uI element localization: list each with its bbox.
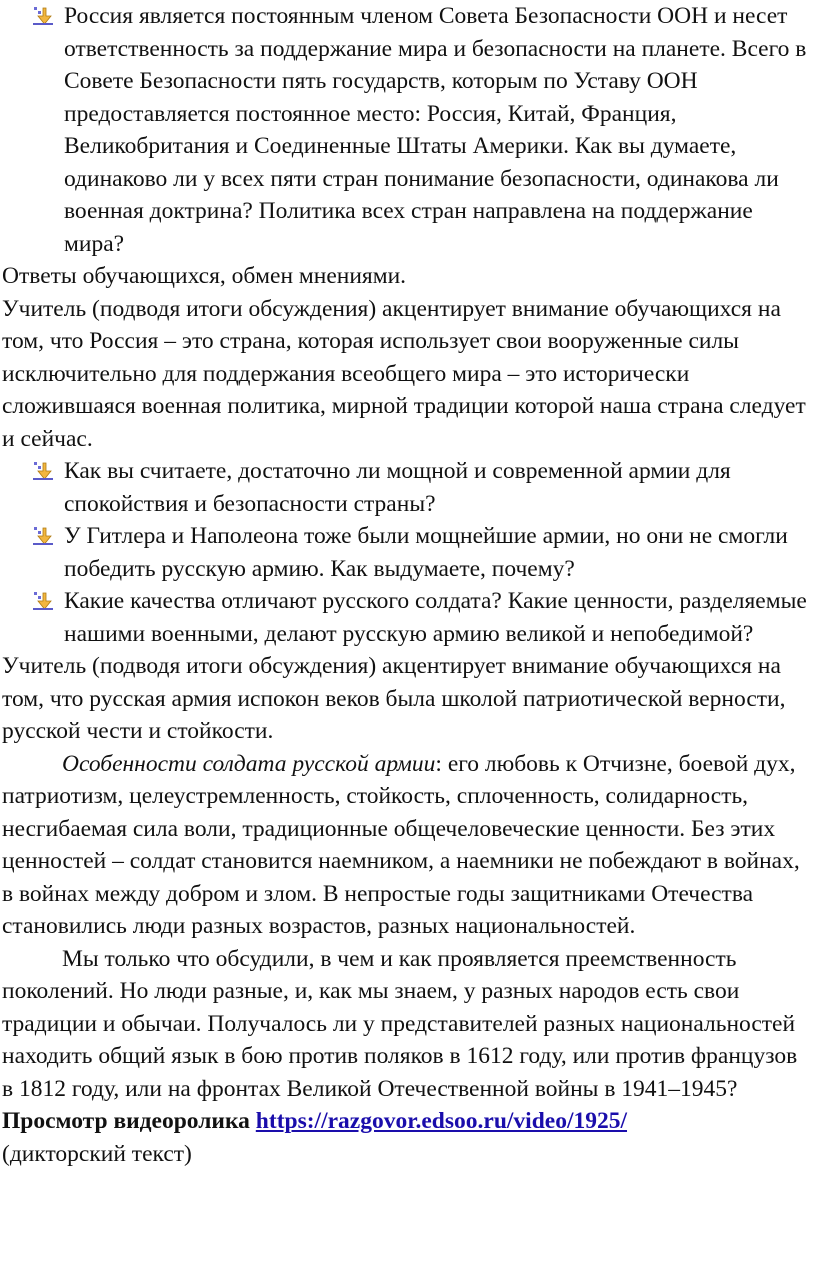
- list-item: [2, 0, 814, 260]
- teacher-summary-paragraph-1: Учитель (подводя итоги обсуждения) акцентирует внимание обучающихся на том, что Россия – это страна, которая использует свои вооруженные силы исключительно для поддержания всеобщего мира – это исторически сложившаяся военная политика, мирной традиции которой наша страна следует и сейчас.: [2, 295, 806, 452]
- video-link[interactable]: https://razgovor.edsoo.ru/video/1925/: [255, 1108, 628, 1134]
- bullet-list-2: [2, 455, 814, 650]
- bullet-text: Какие качества отличают русского солдата? Какие ценности, разделяемые нашими военными, делают русскую армию великой и непобедимой?: [64, 588, 807, 647]
- document-page: [2, 0, 814, 1170]
- arrow-bullet-icon: [32, 6, 54, 26]
- list-item: [2, 455, 814, 520]
- features-paragraph: [2, 748, 814, 943]
- list-item: [2, 585, 814, 650]
- bullet-list-1: [2, 0, 814, 260]
- arrow-bullet-icon: [32, 591, 54, 611]
- answers-paragraph: Ответы обучающихся, обмен мнениями.: [2, 263, 407, 289]
- arrow-bullet-icon: [32, 461, 54, 481]
- generations-paragraph: Мы только что обсудили, в чем и как проявляется преемственность поколений. Но люди разные, и, как мы знаем, у разных народов есть свои традиции и обычаи. Получалось ли у представителей разных национальностей находить общий язык в бою против поляков в 1612 году, или против французов в 1812 году, или на фронтах Великой Отечественной войны в 1941–1945?: [2, 945, 798, 1102]
- list-item: [2, 520, 814, 585]
- bullet-text: Как вы считаете, достаточно ли мощной и современной армии для спокойствия и безопасности страны?: [64, 458, 731, 517]
- bullet-text: У Гитлера и Наполеона тоже были мощнейшие армии, но они не смогли победить русскую армию. Как выдумаете, почему?: [64, 523, 788, 582]
- features-italic-lead: Особенности солдата русской армии: [62, 750, 436, 777]
- features-text: : его любовь к Отчизне, боевой дух, патриотизм, целеустремленность, стойкость, сплоченность, солидарность, несгибаемая сила воли, традиционные общечеловеческие ценности. Без этих ценностей – солдат становится наемником, а наемники не побеждают в войнах, в войнах между добром и злом. В непростые годы защитниками Отечества становились люди разных возрастов, разных национальностей.: [2, 750, 800, 939]
- teacher-summary-paragraph-2: Учитель (подводя итоги обсуждения) акцентирует внимание обучающихся на том, что русская армия испокон веков была школой патриотической верности, русской чести и стойкости.: [2, 653, 786, 744]
- video-label: Просмотр видеоролика: [2, 1108, 250, 1134]
- narrator-note: (дикторский текст): [2, 1140, 192, 1167]
- bullet-text: Россия является постоянным членом Совета Безопасности ООН и несет ответственность за поддержание мира и безопасности на планете. Всего в Совете Безопасности пять государств, которым по Уставу ООН предоставляется постоянное место: Россия, Китай, Франция, Великобритания и Соединенные Штаты Америки. Как вы думаете, одинаково ли у всех пяти стран понимание безопасности, одинакова ли военная доктрина? Политика всех стран направлена на поддержание мира?: [64, 3, 807, 257]
- arrow-bullet-icon: [32, 526, 54, 546]
- video-line: [2, 1105, 814, 1138]
